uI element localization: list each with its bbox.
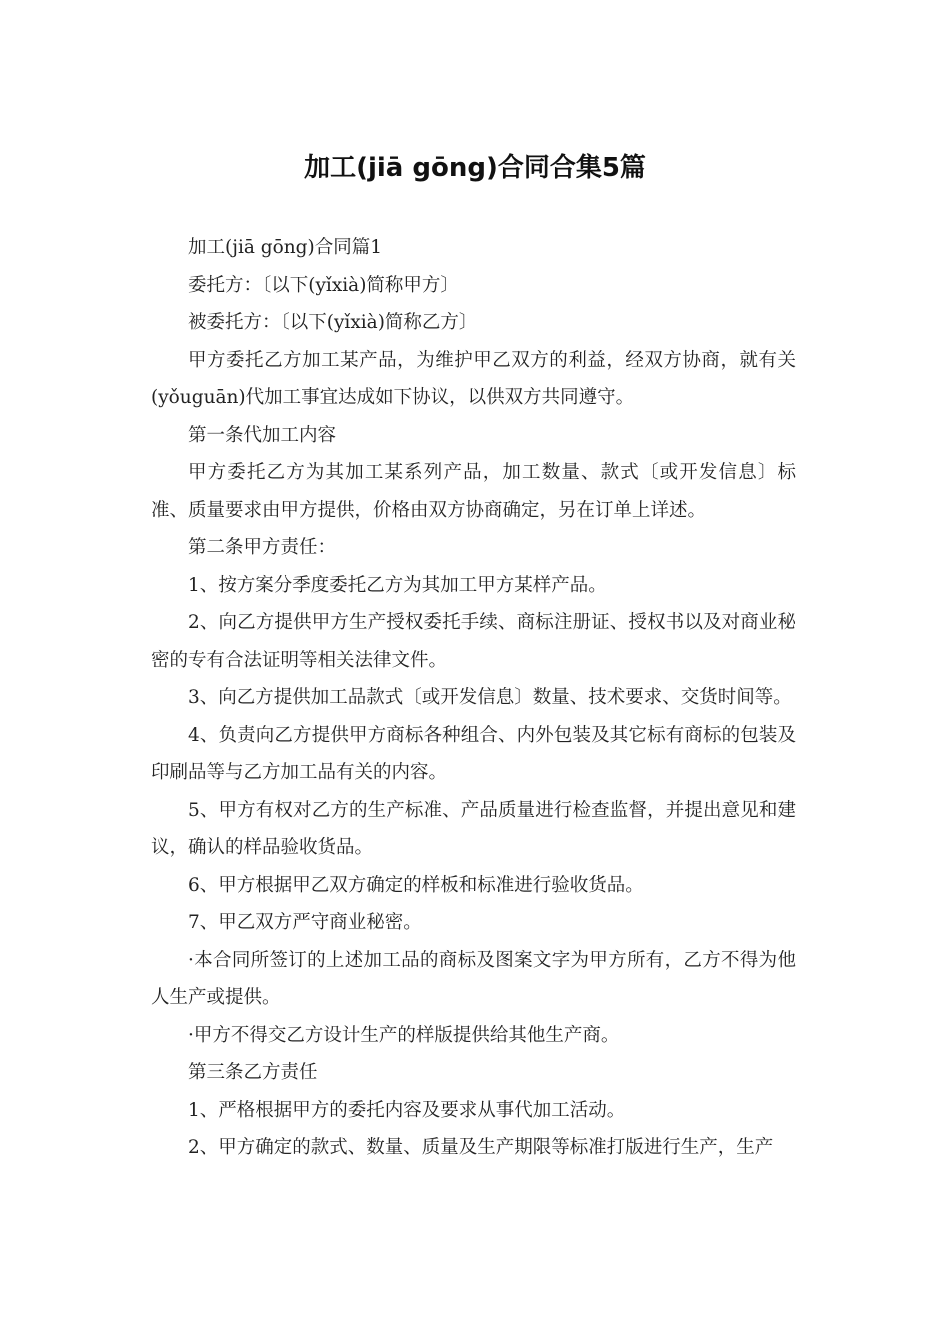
list-item: 5、甲方有权对乙方的生产标准、产品质量进行检查监督，并提出意见和建议，确认的样品验收货品。	[151, 799, 796, 858]
section-heading: 加工(jiā gōng)合同篇1	[188, 237, 383, 258]
list-item: 2、向乙方提供甲方生产授权委托手续、商标注册证、授权书以及对商业秘密的专有合法证明等相关法律文件。	[151, 612, 796, 671]
party-a-line: 委托方：〔以下(yǐxià)简称甲方〕	[188, 274, 459, 296]
article-heading: 第三条乙方责任	[188, 1062, 318, 1083]
document-title: 加工(jiā gōng)合同合集5篇	[304, 153, 646, 183]
list-item: 2、甲方确定的款式、数量、质量及生产期限等标准打版进行生产，生产	[188, 1137, 774, 1158]
list-item: 1、严格根据甲方的委托内容及要求从事代加工活动。	[188, 1099, 626, 1121]
list-item: 7、甲乙双方严守商业秘密。	[188, 912, 422, 933]
bullet-item: ·甲方不得交乙方设计生产的样版提供给其他生产商。	[188, 1024, 620, 1046]
article-heading: 第一条代加工内容	[188, 424, 337, 446]
list-item: 4、负责向乙方提供甲方商标各种组合、内外包装及其它标有商标的包装及印刷品等与乙方加工品有关的内容。	[151, 724, 796, 783]
article-heading: 第二条甲方责任：	[188, 537, 337, 558]
party-b-line: 被委托方：〔以下(yǐxià)简称乙方〕	[188, 312, 478, 333]
list-item: 3、向乙方提供加工品款式〔或开发信息〕数量、技术要求、交货时间等。	[188, 687, 792, 708]
bullet-item: ·本合同所签订的上述加工品的商标及图案文字为甲方所有，乙方不得为他人生产或提供。	[151, 949, 796, 1008]
paragraph: 甲方委托乙方为其加工某系列产品，加工数量、款式〔或开发信息〕标准、质量要求由甲方提供，价格由双方协商确定，另在订单上详述。	[151, 462, 796, 521]
document-body	[151, 229, 796, 1167]
preamble-paragraph: 甲方委托乙方加工某产品，为维护甲乙双方的利益，经双方协商，就有关(yǒuguān)代加工事宜达成如下协议，以供双方共同遵守。	[151, 349, 796, 408]
list-item: 1、按方案分季度委托乙方为其加工甲方某样产品。	[188, 574, 607, 596]
list-item: 6、甲方根据甲乙双方确定的样板和标准进行验收货品。	[188, 874, 644, 896]
